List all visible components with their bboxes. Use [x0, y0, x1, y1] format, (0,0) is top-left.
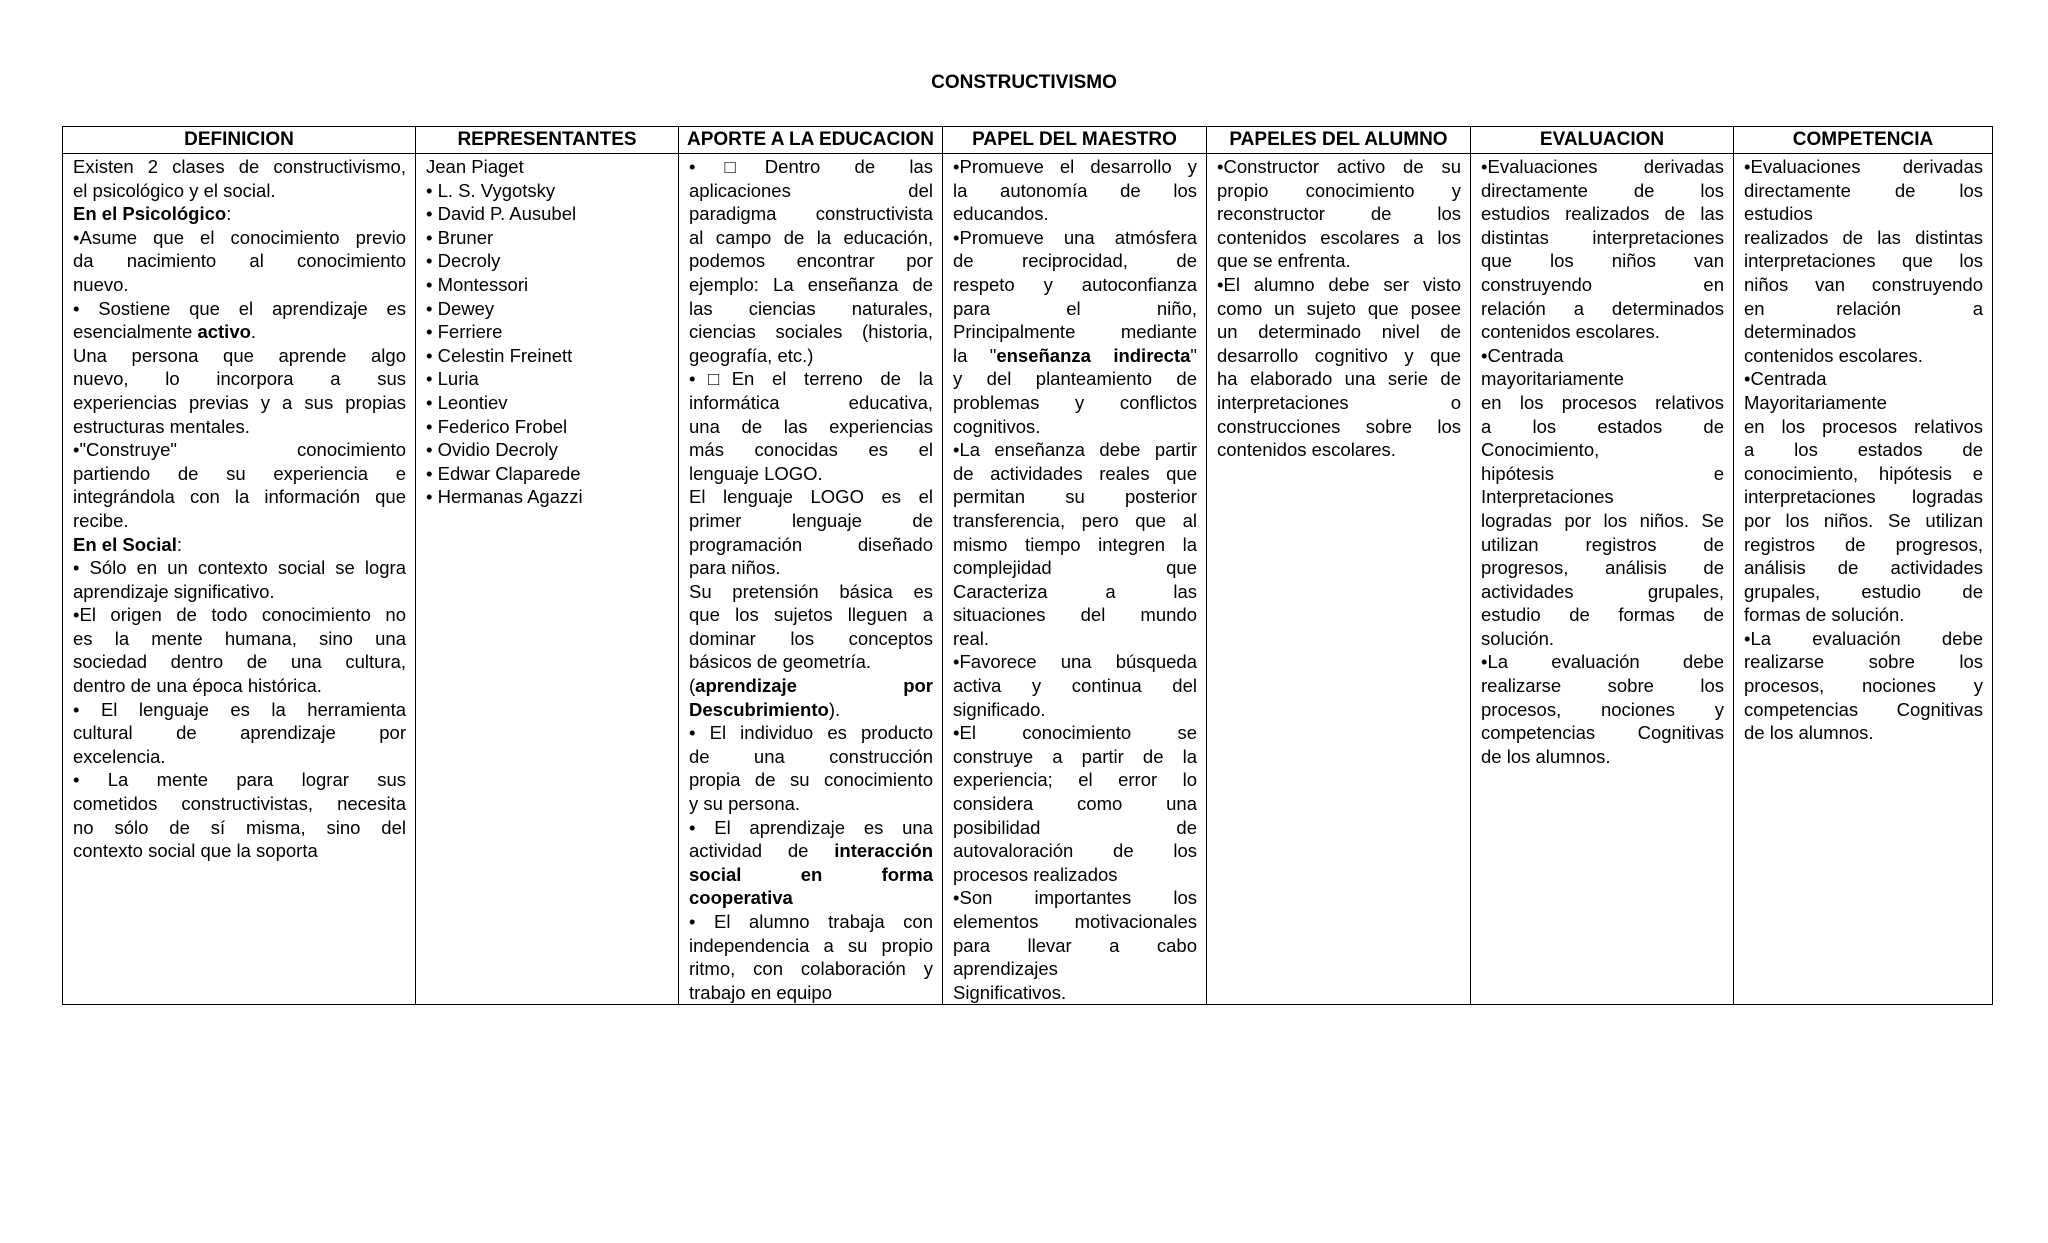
cell-line: nuevo, lo incorpora a sus: [73, 368, 406, 390]
cell-line: excelencia.: [73, 745, 166, 767]
cell-papeles-alumno: [1207, 154, 1471, 1005]
cell-line: Interpretaciones: [1481, 486, 1614, 508]
cell-line: cognitivos.: [953, 415, 1041, 437]
cell-line: hipótesis e: [1481, 462, 1724, 484]
cell-line: realizados de las distintas: [1744, 226, 1983, 248]
cell-line: problemas y conflictos: [953, 391, 1197, 413]
cell-line: • El individuo es producto: [689, 722, 933, 744]
cell-line: interpretaciones o: [1217, 391, 1461, 413]
cell-line: cultural de aprendizaje por: [73, 722, 406, 744]
cell-line: esencialmente activo.: [73, 321, 257, 343]
cell-line: dominar los conceptos: [689, 627, 933, 649]
cell-line: social en forma: [689, 863, 933, 885]
cell-line: registros de progresos,: [1744, 533, 1983, 555]
cell-representantes: [416, 154, 679, 1005]
cell-line: podemos encontrar por: [689, 250, 933, 272]
cell-line: • David P. Ausubel: [426, 203, 577, 225]
cell-line: geografía, etc.): [689, 344, 814, 366]
cell-line: contenidos escolares.: [1744, 344, 1923, 366]
cell-line: posibilidad de: [953, 816, 1197, 838]
cell-line: Significativos.: [953, 981, 1067, 1003]
cell-line: logradas por los niños. Se: [1481, 509, 1724, 531]
cell-line: •La enseñanza debe partir: [953, 439, 1197, 461]
cell-line: • L. S. Vygotsky: [426, 179, 556, 201]
cell-line: Principalmente mediante: [953, 321, 1197, 343]
cell-papel-maestro: [943, 154, 1207, 1005]
cell-line: realizarse sobre los: [1481, 675, 1724, 697]
cell-line: ritmo, con colaboración y: [689, 958, 933, 980]
cell-aporte-educacion: [679, 154, 943, 1005]
cell-line: relación a determinados: [1481, 297, 1724, 319]
content-row: [63, 154, 1993, 1005]
cell-line: construcciones sobre los: [1217, 415, 1461, 437]
cell-line: transferencia, pero que al: [953, 509, 1197, 531]
cell-line: • La mente para lograr sus: [73, 769, 406, 791]
cell-line: para niños.: [689, 557, 781, 579]
cell-line: • Sostiene que el aprendizaje es: [73, 297, 406, 319]
cell-line: como un sujeto que posee: [1217, 297, 1461, 319]
cell-line: construye a partir de la: [953, 745, 1197, 767]
cell-line: de una construcción: [689, 745, 933, 767]
cell-line: las ciencias naturales,: [689, 297, 933, 319]
header-representantes: REPRESENTANTES: [416, 127, 679, 154]
cell-line: • El alumno trabaja con: [689, 911, 933, 932]
cell-line: • Federico Frobel: [426, 415, 568, 437]
cell-line: para llevar a cabo: [953, 934, 1197, 956]
cell-line: •□En el terreno de la: [689, 368, 933, 390]
cell-line: no sólo de sí misma, sino del: [73, 816, 406, 838]
constructivismo-table: [62, 126, 1993, 1005]
cell-line: •Constructor activo de su: [1217, 156, 1461, 177]
cell-line: •Evaluaciones derivadas: [1744, 156, 1983, 177]
cell-line: primer lenguaje de: [689, 509, 933, 531]
cell-line: •El conocimiento se: [953, 722, 1197, 744]
cell-line: Caracteriza a las: [953, 580, 1197, 602]
cell-line: real.: [953, 627, 989, 649]
cell-line: permitan su posterior: [953, 486, 1197, 508]
cell-line: a los estados de: [1481, 415, 1724, 437]
cell-line: de los alumnos.: [1744, 722, 1874, 744]
cell-line: construyendo en: [1481, 273, 1724, 295]
cell-line: sociedad dentro de una cultura,: [73, 651, 406, 673]
cell-line: • Hermanas Agazzi: [426, 486, 583, 508]
cell-line: de actividades reales que: [953, 462, 1197, 484]
cell-line: determinados: [1744, 321, 1857, 343]
header-evaluacion: EVALUACION: [1471, 127, 1734, 154]
cell-line: Existen 2 clases de constructivismo,: [73, 156, 406, 177]
header-papel-maestro: PAPEL DEL MAESTRO: [943, 127, 1207, 154]
cell-line: • Leontiev: [426, 391, 508, 413]
cell-line: estudios: [1744, 203, 1813, 225]
cell-line: contenidos escolares a los: [1217, 226, 1461, 248]
cell-line: dentro de una época histórica.: [73, 675, 322, 697]
cell-line: activa y continua del: [953, 675, 1197, 697]
cell-line: por los niños. Se utilizan: [1744, 509, 1983, 531]
cell-line: competencias Cognitivas: [1744, 698, 1983, 720]
cell-line: en relación a: [1744, 297, 1983, 319]
cell-line: •Promueve el desarrollo y: [953, 156, 1197, 177]
cell-line: el psicológico y el social.: [73, 179, 276, 201]
cell-line: distintas interpretaciones: [1481, 226, 1724, 248]
cell-line: de reciprocidad, de: [953, 250, 1197, 272]
cell-line: informática educativa,: [689, 391, 933, 413]
cell-line: solución.: [1481, 627, 1555, 649]
cell-line: recibe.: [73, 509, 129, 531]
cell-line: experiencias previas y a sus propias: [73, 391, 406, 413]
cell-line: •Evaluaciones derivadas: [1481, 156, 1724, 177]
cell-line: • Celestin Freinett: [426, 344, 573, 366]
cell-line: formas de solución.: [1744, 604, 1905, 626]
header-competencia: COMPETENCIA: [1734, 127, 1993, 154]
cell-line: experiencia; el error lo: [953, 769, 1197, 791]
cell-line: da nacimiento al conocimiento: [73, 250, 406, 272]
cell-line: • Ferriere: [426, 321, 503, 343]
cell-line: • Dewey: [426, 297, 495, 319]
header-definicion: DEFINICION: [63, 127, 416, 154]
cell-line: •Asume que el conocimiento previo: [73, 226, 406, 248]
cell-line: ciencias sociales (historia,: [689, 321, 933, 343]
cell-line: •Centrada: [1744, 368, 1827, 390]
cell-line: • Luria: [426, 368, 479, 390]
cell-evaluacion: [1471, 154, 1734, 1005]
cell-line: y su persona.: [689, 793, 801, 815]
cell-line: conocimiento, hipótesis e: [1744, 462, 1983, 484]
cell-line: ha elaborado una serie de: [1217, 368, 1461, 390]
cell-line: procesos realizados: [953, 863, 1118, 885]
page-title: CONSTRUCTIVISMO: [931, 72, 1117, 93]
cell-line: Su pretensión básica es: [689, 580, 933, 602]
cell-line: cometidos constructivistas, necesita: [73, 793, 406, 815]
cell-line: En el Psicológico:: [73, 203, 232, 225]
cell-line: •El alumno debe ser visto: [1217, 273, 1461, 295]
cell-line: significado.: [953, 698, 1046, 720]
cell-line: • Montessori: [426, 273, 529, 295]
cell-line: una de las experiencias: [689, 415, 933, 437]
cell-line: la "enseñanza indirecta": [953, 344, 1197, 366]
cell-line: • El aprendizaje es una: [689, 816, 933, 838]
cell-line: mayoritariamente: [1481, 368, 1624, 390]
cell-line: niños van construyendo: [1744, 273, 1983, 295]
header-aporte-educacion: APORTE A LA EDUCACION: [679, 127, 943, 154]
cell-line: •La evaluación debe: [1481, 651, 1724, 673]
cell-line: situaciones del mundo: [953, 604, 1197, 626]
cell-line: •Promueve una atmósfera: [953, 226, 1197, 248]
cell-line: a los estados de: [1744, 439, 1983, 461]
cell-line: nuevo.: [73, 273, 129, 295]
cell-line: • Sólo en un contexto social se logra: [73, 557, 406, 579]
cell-line: estudios realizados de las: [1481, 203, 1724, 225]
cell-line: que los niños van: [1481, 250, 1724, 272]
cell-line: para el niño,: [953, 297, 1197, 319]
cell-line: aplicaciones del: [689, 179, 933, 201]
cell-line: estudio de formas de: [1481, 604, 1724, 626]
cell-line: que los sujetos lleguen a: [689, 604, 933, 626]
cell-line: interpretaciones logradas: [1744, 486, 1983, 508]
cell-line: lenguaje LOGO.: [689, 462, 823, 484]
cell-line: Una persona que aprende algo: [73, 344, 406, 366]
cell-line: respeto y autoconfianza: [953, 273, 1197, 295]
cell-line: actividad de interacción: [689, 840, 933, 862]
cell-line: En el Social:: [73, 533, 182, 555]
cell-line: (aprendizaje por: [689, 675, 933, 697]
cell-line: •El origen de todo conocimiento no: [73, 604, 406, 626]
cell-line: de los alumnos.: [1481, 745, 1611, 767]
cell-line: Mayoritariamente: [1744, 391, 1887, 413]
cell-line: •"Construye" conocimiento: [73, 439, 406, 461]
cell-line: •Favorece una búsqueda: [953, 651, 1197, 673]
cell-line: integrándola con la información que: [73, 486, 406, 508]
cell-line: un determinado nivel de: [1217, 321, 1461, 343]
cell-line: contexto social que la soporta: [73, 840, 318, 862]
cell-line: considera como una: [953, 793, 1197, 815]
cell-line: procesos, nociones y: [1481, 698, 1724, 720]
cell-line: • Edwar Claparede: [426, 462, 581, 484]
cell-line: reconstructor de los: [1217, 203, 1461, 225]
cell-line: realizarse sobre los: [1744, 651, 1983, 673]
cell-line: Conocimiento,: [1481, 439, 1600, 461]
cell-line: actividades grupales,: [1481, 580, 1724, 602]
cell-line: educandos.: [953, 203, 1049, 225]
cell-line: en los procesos relativos: [1481, 391, 1724, 413]
cell-line: grupales, estudio de: [1744, 580, 1983, 602]
cell-line: •□Dentro de las: [689, 156, 933, 177]
cell-line: que se enfrenta.: [1217, 250, 1351, 272]
cell-line: •Centrada: [1481, 344, 1564, 366]
cell-line: cooperativa: [689, 887, 793, 909]
cell-line: aprendizaje significativo.: [73, 580, 275, 602]
cell-line: partiendo de su experiencia e: [73, 462, 406, 484]
cell-line: paradigma constructivista: [689, 203, 933, 225]
cell-line: programación diseñado: [689, 533, 933, 555]
header-row: [63, 127, 1993, 154]
cell-line: propia de su conocimiento: [689, 769, 933, 791]
cell-line: • Ovidio Decroly: [426, 439, 558, 461]
cell-line: es la mente humana, sino una: [73, 627, 406, 649]
cell-line: mismo tiempo integren la: [953, 533, 1197, 555]
cell-line: contenidos escolares.: [1481, 321, 1660, 343]
header-papeles-alumno: PAPELES DEL ALUMNO: [1207, 127, 1471, 154]
cell-line: desarrollo cognitivo y que: [1217, 344, 1461, 366]
cell-line: competencias Cognitivas: [1481, 722, 1724, 744]
cell-line: ejemplo: La enseñanza de: [689, 273, 933, 295]
cell-line: básicos de geometría.: [689, 651, 872, 673]
cell-line: Descubrimiento).: [689, 698, 841, 720]
cell-line: •Son importantes los: [953, 887, 1197, 909]
cell-line: complejidad que: [953, 557, 1197, 579]
cell-line: • El lenguaje es la herramienta: [73, 698, 406, 720]
cell-line: El lenguaje LOGO es el: [689, 486, 933, 508]
cell-line: aprendizajes: [953, 958, 1058, 980]
cell-line: elementos motivacionales: [953, 911, 1197, 932]
cell-line: autovaloración de los: [953, 840, 1197, 862]
cell-line: directamente de los: [1744, 179, 1983, 201]
cell-line: contenidos escolares.: [1217, 439, 1396, 461]
cell-line: y del planteamiento de: [953, 368, 1197, 390]
cell-line: propio conocimiento y: [1217, 179, 1461, 201]
cell-line: utilizan registros de: [1481, 533, 1724, 555]
cell-line: estructuras mentales.: [73, 415, 250, 437]
cell-line: análisis de actividades: [1744, 557, 1983, 579]
cell-line: directamente de los: [1481, 179, 1724, 201]
cell-line: procesos, nociones y: [1744, 675, 1983, 697]
cell-line: Jean Piaget: [426, 156, 524, 177]
cell-line: • Decroly: [426, 250, 501, 272]
cell-line: en los procesos relativos: [1744, 415, 1983, 437]
cell-line: • Bruner: [426, 226, 494, 248]
cell-definicion: [63, 154, 416, 1005]
cell-line: •La evaluación debe: [1744, 627, 1983, 649]
cell-line: independencia a su propio: [689, 934, 933, 956]
cell-line: al campo de la educación,: [689, 226, 933, 248]
cell-line: más conocidas es el: [689, 439, 933, 461]
cell-competencia: [1734, 154, 1993, 1005]
cell-line: trabajo en equipo: [689, 981, 832, 1003]
cell-line: la autonomía de los: [953, 179, 1197, 201]
cell-line: progresos, análisis de: [1481, 557, 1724, 579]
cell-line: interpretaciones que los: [1744, 250, 1983, 272]
